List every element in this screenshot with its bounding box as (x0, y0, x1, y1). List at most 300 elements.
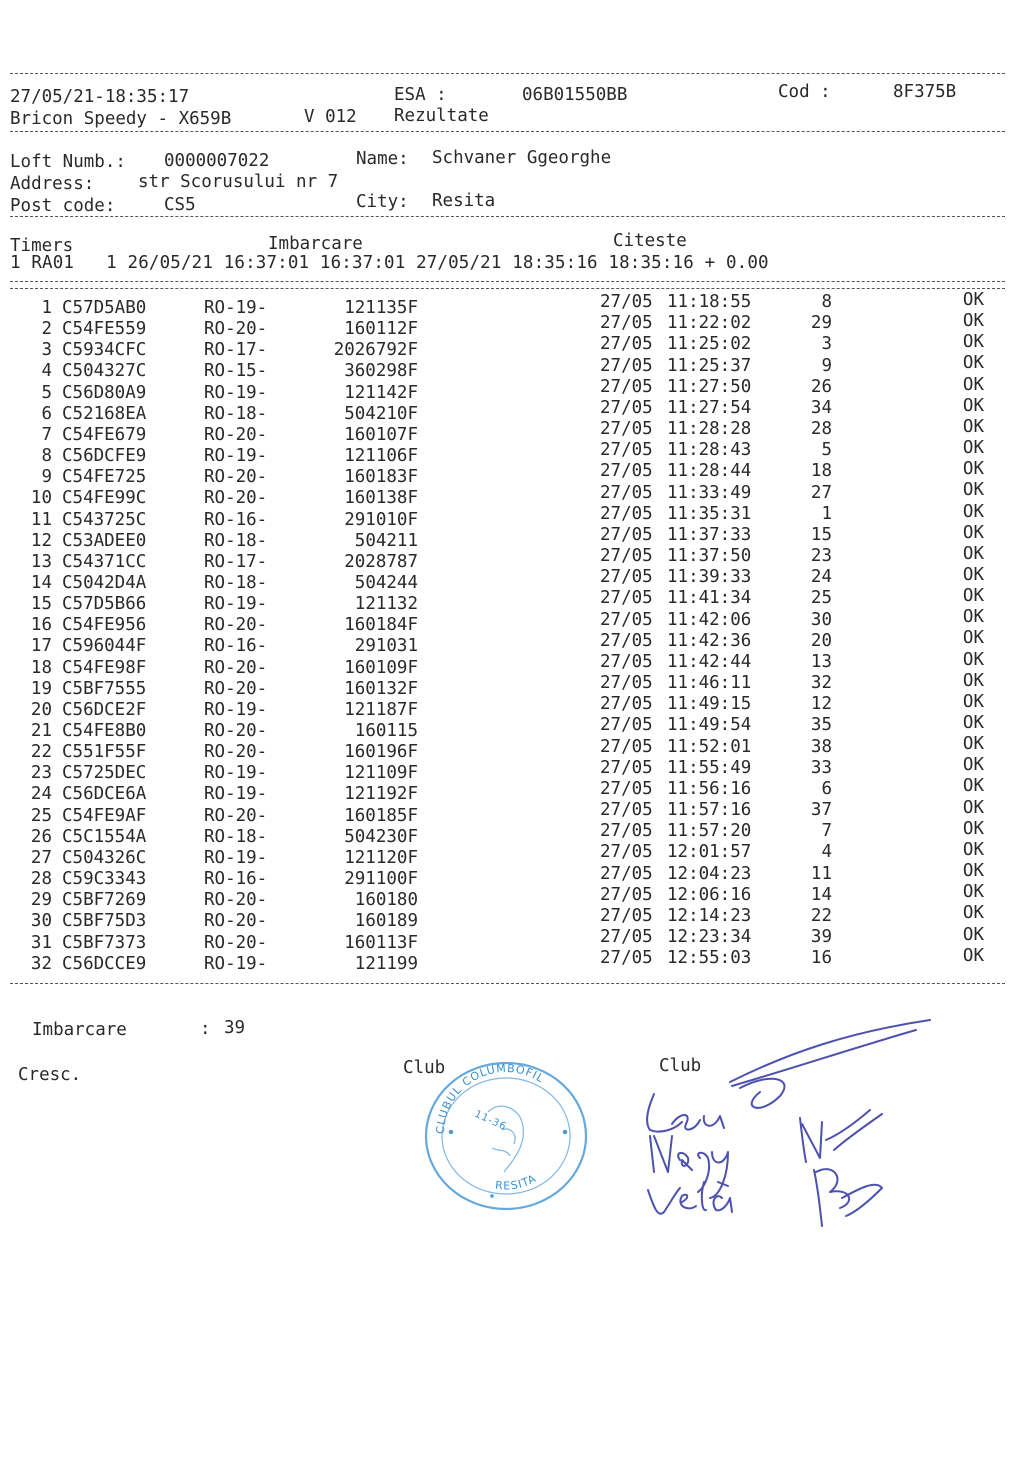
arrival-time: 11:57:16 (667, 800, 752, 821)
arrival-date: 27/05 (600, 694, 653, 715)
ring-code: C5042D4A (62, 572, 147, 593)
ring-prefix: RO-19- (204, 784, 268, 805)
table-row (0, 522, 1024, 552)
status-ok: OK (962, 755, 984, 776)
ring-code: C59C3343 (62, 869, 147, 890)
citeste-header: Citeste (613, 231, 687, 251)
status-ok: OK (962, 839, 984, 860)
ring-prefix: RO-18- (204, 826, 268, 847)
ring-prefix: RO-20- (204, 721, 268, 741)
ring-code: C54FE98F (62, 657, 147, 678)
ring-number: 504211 (354, 530, 418, 551)
clock-position: 15 (810, 524, 832, 545)
status-ok: OK (962, 332, 984, 353)
ring-number: 121106F (344, 446, 418, 467)
table-row (0, 332, 1024, 361)
city-value: Resita (432, 191, 496, 211)
row-index: 9 (41, 467, 52, 488)
address-label: Address: (10, 174, 95, 194)
ring-code: C5BF7373 (62, 932, 147, 953)
clock-position: 38 (810, 736, 832, 757)
ring-prefix: RO-20- (204, 805, 268, 826)
table-row (0, 290, 1024, 319)
row-index: 5 (41, 382, 52, 403)
ring-code: C54FE9AF (62, 805, 147, 826)
status-ok: OK (962, 564, 984, 585)
ring-prefix: RO-19- (204, 953, 268, 974)
clock-position: 35 (810, 715, 832, 736)
table-row (0, 649, 1024, 679)
status-ok: OK (962, 353, 984, 374)
ring-number: 291010F (344, 509, 418, 530)
arrival-time: 11:28:43 (667, 440, 752, 461)
ring-prefix: RO-15- (204, 361, 268, 382)
ring-code: C54FE679 (62, 424, 147, 445)
device-name: Bricon Speedy - X659B (10, 109, 232, 129)
arrival-time: 11:27:54 (667, 397, 752, 418)
clock-position: 39 (810, 927, 832, 948)
row-index: 3 (41, 340, 52, 361)
arrival-date: 27/05 (600, 948, 653, 969)
clock-position: 9 (821, 355, 832, 376)
table-row (0, 670, 1024, 700)
clock-position: 23 (810, 546, 832, 567)
ring-prefix: RO-20- (204, 678, 268, 699)
ring-prefix: RO-20- (204, 890, 268, 911)
ring-number: 160138F (344, 488, 418, 509)
ring-number: 160183F (344, 467, 418, 488)
separator-line (10, 983, 1005, 984)
arrival-time: 11:25:37 (667, 355, 752, 376)
ring-code: C54FE8B0 (62, 721, 147, 741)
ring-number: 160180 (354, 890, 418, 911)
ring-code: C52168EA (62, 403, 147, 424)
ring-prefix: RO-19- (204, 298, 268, 318)
arrival-time: 11:25:02 (667, 334, 752, 355)
row-index: 22 (30, 742, 52, 763)
ring-number: 121192F (344, 784, 418, 805)
ring-number: 291031 (354, 636, 418, 657)
ring-prefix: RO-19- (204, 847, 268, 868)
clock-position: 20 (810, 630, 832, 651)
status-ok: OK (962, 543, 984, 564)
arrival-date: 27/05 (600, 461, 653, 482)
table-row (0, 903, 1024, 932)
status-ok: OK (962, 776, 984, 797)
ring-prefix: RO-20- (204, 911, 268, 932)
arrival-time: 11:49:54 (667, 715, 752, 736)
ring-prefix: RO-20- (204, 742, 268, 763)
table-row (0, 924, 1024, 954)
committee-signatures-image (620, 1012, 950, 1232)
arrival-date: 27/05 (600, 397, 653, 418)
clock-position: 7 (821, 821, 832, 842)
row-index: 13 (30, 551, 52, 572)
ring-code: C53ADEE0 (62, 530, 147, 551)
clock-position: 11 (810, 863, 832, 884)
arrival-time: 11:37:33 (667, 524, 752, 545)
table-row (0, 459, 1024, 488)
row-index: 12 (30, 530, 52, 551)
clock-position: 5 (821, 440, 832, 461)
arrival-date: 27/05 (600, 313, 653, 334)
clock-position: 24 (810, 567, 832, 588)
clock-position: 12 (810, 694, 832, 715)
ring-code: C57D5AB0 (62, 298, 147, 318)
arrival-date: 27/05 (600, 482, 653, 503)
ring-prefix: RO-20- (204, 424, 268, 445)
status-ok: OK (962, 480, 984, 501)
clock-position: 29 (810, 313, 832, 334)
arrival-date: 27/05 (600, 630, 653, 651)
ring-number: 160184F (344, 615, 418, 636)
arrival-time: 11:41:34 (667, 588, 752, 609)
club-label-stamp: Club (403, 1058, 446, 1078)
arrival-date: 27/05 (600, 927, 653, 948)
arrival-time: 11:35:31 (667, 503, 752, 524)
ring-number: 160113F (344, 932, 418, 953)
arrival-date: 27/05 (600, 546, 653, 567)
ring-code: C56DCE6A (62, 784, 147, 805)
clock-position: 30 (810, 609, 832, 630)
breeder-label: Cresc. (18, 1065, 82, 1085)
ring-code: C504327C (62, 361, 147, 382)
ring-prefix: RO-19- (204, 699, 268, 720)
ring-code: C5C1554A (62, 826, 147, 847)
arrival-date: 27/05 (600, 609, 653, 630)
row-index: 8 (41, 446, 52, 467)
ring-number: 121135F (344, 298, 418, 318)
arrival-time: 12:04:23 (667, 863, 752, 884)
table-row (0, 839, 1024, 869)
timer-line: 1 RA01 1 26/05/21 16:37:01 16:37:01 27/05/21 18:35:16 18:35:16 + 0.00 (10, 253, 769, 273)
table-row (0, 311, 1024, 340)
table-row (0, 734, 1024, 763)
status-ok: OK (962, 670, 984, 691)
clock-position: 14 (810, 884, 832, 905)
status-ok: OK (962, 290, 984, 310)
ring-code: C5BF75D3 (62, 911, 147, 932)
status-ok: OK (962, 459, 984, 480)
esa-value: 06B01550BB (522, 85, 628, 105)
status-ok: OK (962, 311, 984, 332)
ring-code: C5725DEC (62, 763, 147, 784)
status-ok: OK (962, 628, 984, 649)
clock-position: 4 (821, 842, 832, 863)
ring-code: C57D5B66 (62, 594, 147, 615)
clock-position: 34 (810, 397, 832, 418)
imbarcare-total-value: 39 (224, 1018, 246, 1038)
ring-number: 121142F (344, 382, 418, 403)
clock-position: 13 (810, 651, 832, 672)
clock-position: 25 (810, 588, 832, 609)
ring-prefix: RO-19- (204, 594, 268, 615)
ring-number: 121187F (344, 699, 418, 720)
ring-code: C5934CFC (62, 340, 147, 361)
status-ok: OK (962, 797, 984, 818)
arrival-date: 27/05 (600, 355, 653, 376)
separator-line (10, 216, 1005, 217)
separator-line (10, 281, 1005, 282)
row-index: 25 (30, 805, 52, 826)
ring-number: 2028787 (344, 551, 418, 572)
table-row (0, 691, 1024, 721)
table-row (0, 543, 1024, 573)
status-ok: OK (962, 861, 984, 882)
report-datetime: 27/05/21-18:35:17 (10, 87, 190, 107)
ring-prefix: RO-19- (204, 382, 268, 403)
ring-prefix: RO-20- (204, 467, 268, 488)
ring-prefix: RO-17- (204, 551, 268, 572)
status-ok: OK (962, 882, 984, 903)
clock-position: 6 (821, 778, 832, 799)
row-index: 18 (30, 657, 52, 678)
arrival-time: 11:42:44 (667, 651, 752, 672)
cod-value: 8F375B (893, 82, 957, 102)
ring-number: 160189 (354, 911, 418, 932)
arrival-date: 27/05 (600, 842, 653, 863)
arrival-date: 27/05 (600, 651, 653, 672)
timers-label: Timers (10, 236, 74, 256)
ring-code: C54FE956 (62, 615, 147, 636)
ring-prefix: RO-19- (204, 446, 268, 467)
table-row (0, 480, 1024, 509)
arrival-time: 12:06:16 (667, 884, 752, 905)
stamp-bottom-text: RESITA (494, 1171, 539, 1193)
clock-position: 32 (810, 673, 832, 694)
ring-code: C551F55F (62, 742, 147, 763)
arrival-date: 27/05 (600, 905, 653, 926)
ring-code: C543725C (62, 509, 147, 530)
imbarcare-total-label: Imbarcare (32, 1020, 127, 1040)
clock-position: 18 (810, 461, 832, 482)
arrival-date: 27/05 (600, 884, 653, 905)
ring-prefix: RO-20- (204, 319, 268, 340)
arrival-time: 11:55:49 (667, 757, 752, 778)
ring-code: C5BF7269 (62, 890, 147, 911)
report-type: Rezultate (394, 106, 489, 126)
table-row (0, 586, 1024, 615)
row-index: 21 (30, 721, 52, 741)
arrival-time: 12:55:03 (667, 948, 752, 969)
row-index: 26 (30, 826, 52, 847)
arrival-time: 11:22:02 (667, 313, 752, 334)
row-index: 4 (41, 361, 52, 382)
ring-number: 504210F (344, 403, 418, 424)
status-ok: OK (962, 691, 984, 712)
arrival-date: 27/05 (600, 503, 653, 524)
loft-number-label: Loft Numb.: (10, 152, 126, 172)
row-index: 24 (30, 784, 52, 805)
ring-code: C54371CC (62, 551, 147, 572)
row-index: 10 (30, 488, 52, 509)
table-row (0, 564, 1024, 594)
cod-label: Cod : (778, 82, 831, 102)
table-row (0, 861, 1024, 890)
row-index: 23 (30, 763, 52, 784)
clock-position: 22 (810, 905, 832, 926)
ring-number: 360298F (344, 361, 418, 382)
ring-prefix: RO-16- (204, 509, 268, 530)
ring-code: C5BF7555 (62, 678, 147, 699)
club-label-signatures: Club (659, 1056, 702, 1076)
ring-prefix: RO-16- (204, 869, 268, 890)
arrival-date: 27/05 (600, 524, 653, 545)
status-ok: OK (962, 522, 984, 543)
status-ok: OK (962, 818, 984, 839)
ring-prefix: RO-19- (204, 763, 268, 784)
stamp-ring-text: CLUBUL COLUMBOFIL (433, 1061, 547, 1135)
imbarcare-header: Imbarcare (268, 234, 363, 254)
arrival-date: 27/05 (600, 715, 653, 736)
status-ok: OK (962, 374, 984, 395)
arrival-date: 27/05 (600, 419, 653, 440)
row-index: 16 (30, 615, 52, 636)
ring-number: 291100F (344, 869, 418, 890)
ring-prefix: RO-20- (204, 932, 268, 953)
arrival-date: 27/05 (600, 292, 653, 312)
row-index: 19 (30, 678, 52, 699)
arrival-date: 27/05 (600, 567, 653, 588)
city-label: City: (356, 192, 409, 212)
stamp-center-text: 11-36 (472, 1108, 509, 1134)
arrival-time: 11:42:36 (667, 630, 752, 651)
status-ok: OK (962, 586, 984, 607)
status-ok: OK (962, 649, 984, 670)
ring-number: 160109F (344, 657, 418, 678)
esa-label: ESA : (394, 85, 447, 105)
row-index: 29 (30, 890, 52, 911)
row-index: 31 (30, 932, 52, 953)
clock-position: 1 (821, 503, 832, 524)
table-row (0, 353, 1024, 382)
loft-number-value: 0000007022 (164, 151, 270, 171)
arrival-time: 11:39:33 (667, 567, 752, 588)
post-code-label: Post code: (10, 196, 116, 216)
arrival-time: 12:14:23 (667, 905, 752, 926)
arrival-time: 11:46:11 (667, 673, 752, 694)
separator-line (10, 73, 1005, 74)
arrival-date: 27/05 (600, 778, 653, 799)
ring-number: 121120F (344, 847, 418, 868)
arrival-time: 12:23:34 (667, 927, 752, 948)
club-stamp-image (418, 1052, 594, 1212)
device-version: V 012 (304, 107, 357, 127)
address-value: str Scorusului nr 7 (138, 172, 339, 192)
ring-number: 2026792F (333, 340, 418, 361)
arrival-time: 11:28:28 (667, 419, 752, 440)
clock-position: 37 (810, 800, 832, 821)
row-index: 14 (30, 572, 52, 593)
owner-name: Schvaner Ggeorghe (432, 148, 612, 168)
imbarcare-total-separator: : (200, 1019, 211, 1039)
ring-number: 160107F (344, 424, 418, 445)
clock-position: 16 (810, 948, 832, 969)
table-row (0, 416, 1024, 446)
ring-number: 121132 (354, 594, 418, 615)
table-row (0, 945, 1024, 975)
arrival-date: 27/05 (600, 757, 653, 778)
clock-position: 33 (810, 757, 832, 778)
arrival-date: 27/05 (600, 440, 653, 461)
row-index: 2 (41, 319, 52, 340)
arrival-date: 27/05 (600, 800, 653, 821)
status-ok: OK (962, 607, 984, 628)
arrival-time: 11:28:44 (667, 461, 752, 482)
status-ok: OK (962, 395, 984, 416)
table-row (0, 797, 1024, 827)
arrival-time: 11:42:06 (667, 609, 752, 630)
ring-prefix: RO-20- (204, 657, 268, 678)
status-ok: OK (962, 734, 984, 755)
ring-number: 160112F (344, 319, 418, 340)
arrival-time: 11:37:50 (667, 546, 752, 567)
arrival-time: 11:52:01 (667, 736, 752, 757)
arrival-date: 27/05 (600, 673, 653, 694)
ring-prefix: RO-18- (204, 403, 268, 424)
name-label: Name: (356, 149, 409, 169)
ring-number: 121199 (354, 953, 418, 974)
row-index: 17 (30, 636, 52, 657)
row-index: 15 (30, 594, 52, 615)
ring-prefix: RO-20- (204, 615, 268, 636)
ring-code: C504326C (62, 847, 147, 868)
status-ok: OK (962, 416, 984, 437)
row-index: 11 (30, 509, 52, 530)
arrival-date: 27/05 (600, 821, 653, 842)
arrival-time: 11:27:50 (667, 376, 752, 397)
status-ok: OK (962, 501, 984, 522)
arrival-date: 27/05 (600, 588, 653, 609)
table-row (0, 395, 1024, 425)
row-index: 20 (30, 699, 52, 720)
post-code-value: CS5 (164, 195, 196, 215)
separator-line (10, 131, 1005, 132)
ring-number: 160115 (354, 721, 418, 741)
arrival-date: 27/05 (600, 863, 653, 884)
table-row (0, 628, 1024, 657)
row-index: 28 (30, 869, 52, 890)
arrival-date: 27/05 (600, 736, 653, 757)
clock-position: 26 (810, 376, 832, 397)
row-index: 7 (41, 424, 52, 445)
separator-line (10, 288, 1005, 289)
clock-position: 3 (821, 334, 832, 355)
arrival-date: 27/05 (600, 334, 653, 355)
ring-number: 160185F (344, 805, 418, 826)
ring-code: C56DCFE9 (62, 446, 147, 467)
ring-number: 160196F (344, 742, 418, 763)
table-row (0, 713, 1024, 742)
clock-position: 27 (810, 482, 832, 503)
status-ok: OK (962, 903, 984, 924)
arrival-time: 11:33:49 (667, 482, 752, 503)
status-ok: OK (962, 945, 984, 966)
ring-prefix: RO-16- (204, 636, 268, 657)
arrival-time: 11:57:20 (667, 821, 752, 842)
ring-number: 504230F (344, 826, 418, 847)
ring-code: C54FE559 (62, 319, 147, 340)
ring-prefix: RO-18- (204, 572, 268, 593)
arrival-date: 27/05 (600, 376, 653, 397)
row-index: 1 (41, 298, 52, 318)
clock-position: 8 (821, 292, 832, 312)
status-ok: OK (962, 438, 984, 459)
ring-prefix: RO-20- (204, 488, 268, 509)
arrival-time: 11:56:16 (667, 778, 752, 799)
table-row (0, 438, 1024, 467)
clock-position: 28 (810, 419, 832, 440)
